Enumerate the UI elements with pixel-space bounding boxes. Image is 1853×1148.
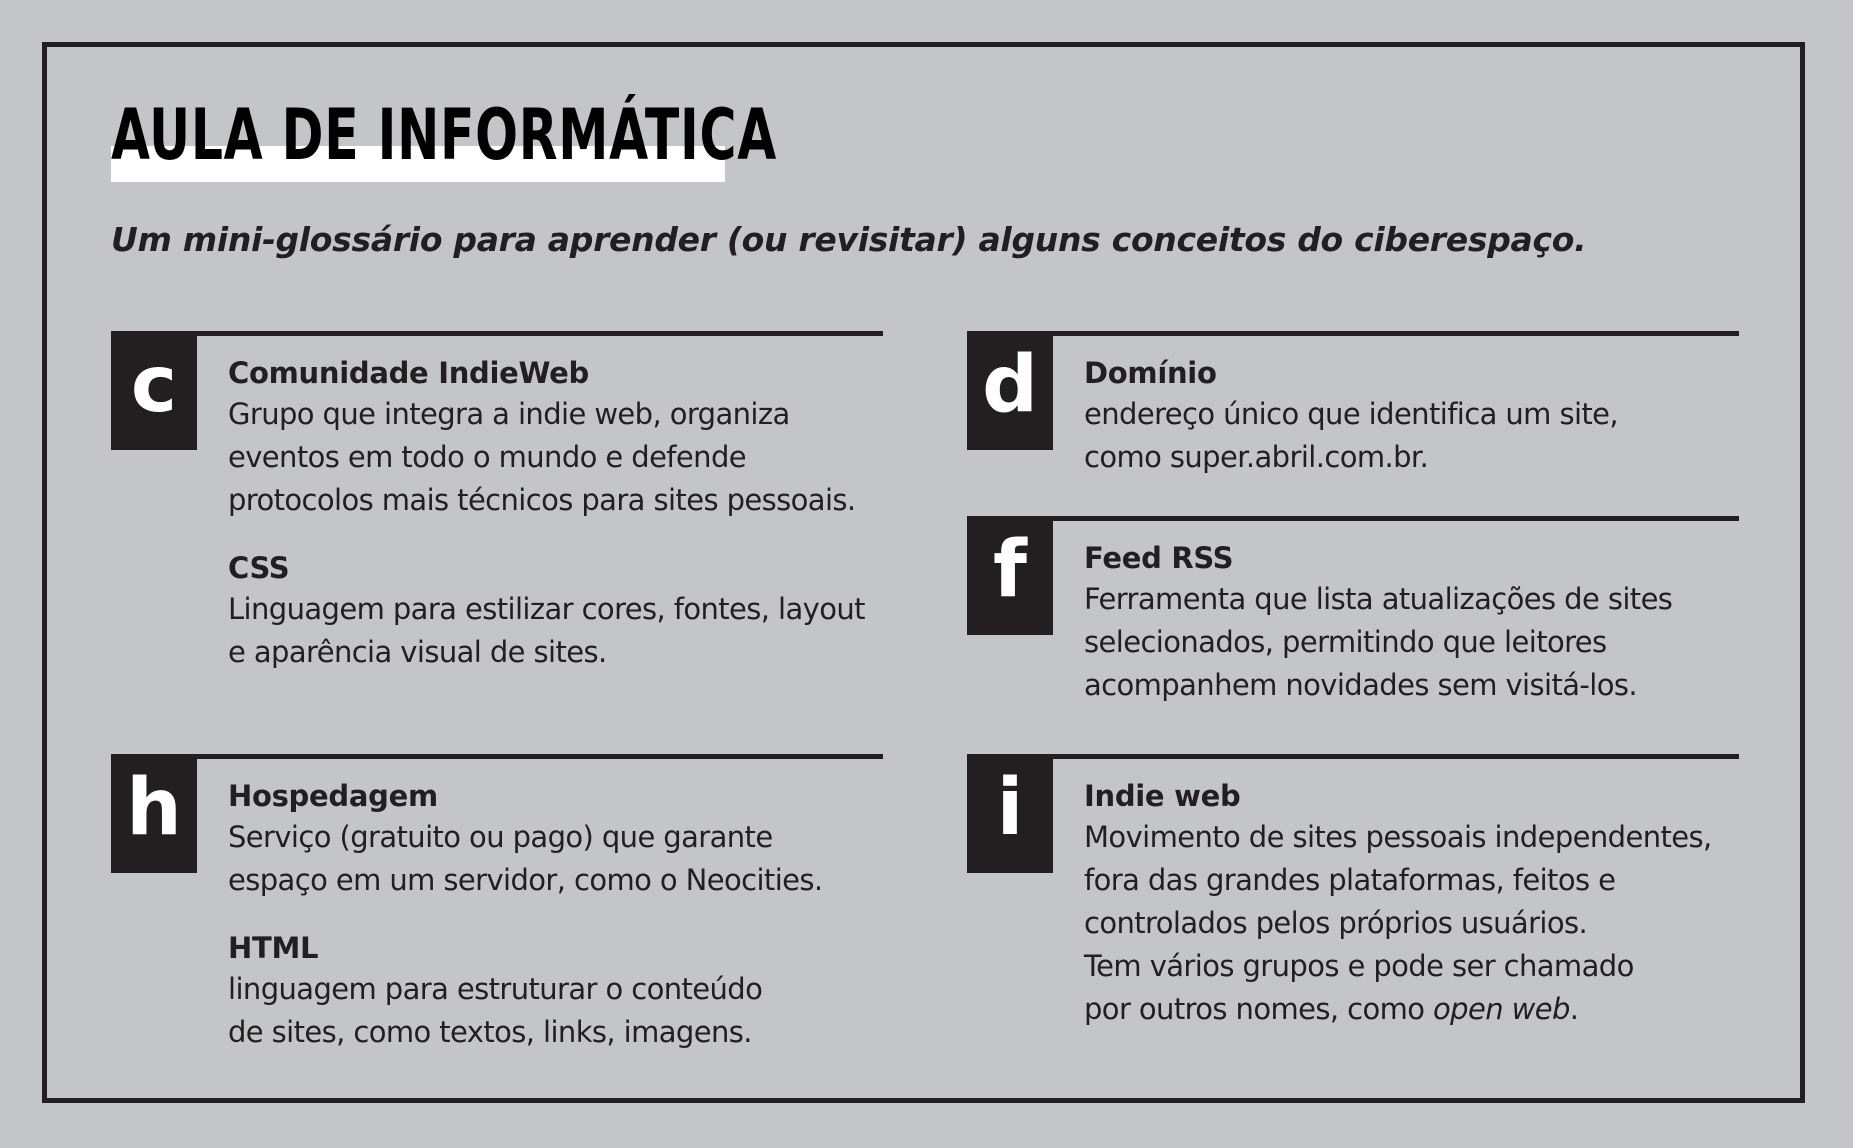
- section-rule: [967, 331, 1739, 336]
- entry-term: Indie web: [1084, 779, 1241, 813]
- section-entries: [1084, 538, 1734, 733]
- section-h: [111, 754, 883, 1074]
- definition-line: endereço único que identifica um site,: [1084, 397, 1619, 431]
- glossary-entry: [1084, 353, 1734, 479]
- entry-term: Feed RSS: [1084, 541, 1234, 575]
- definition-line: Movimento de sites pessoais independentes,: [1084, 820, 1712, 854]
- section-entries: [1084, 353, 1734, 505]
- entry-definition: [1084, 578, 1734, 707]
- section-letter: h: [111, 754, 197, 873]
- page-title: AULA DE INFORMÁTICA: [111, 94, 777, 176]
- definition-line: selecionados, permitindo que leitores: [1084, 625, 1607, 659]
- definition-line-last: [1084, 988, 1734, 1031]
- entry-term: Hospedagem: [228, 779, 438, 813]
- section-entries: [228, 353, 878, 700]
- entry-term: Domínio: [1084, 356, 1217, 390]
- section-letter: f: [967, 516, 1053, 635]
- entry-term: HTML: [228, 931, 319, 965]
- page-subtitle: Um mini-glossário para aprender (ou revisitar) alguns conceitos do ciberespaço.: [111, 220, 1587, 259]
- section-rule: [967, 516, 1739, 521]
- section-letter: i: [967, 754, 1053, 873]
- definition-line: e aparência visual de sites.: [228, 635, 607, 669]
- section-letter: d: [967, 331, 1053, 450]
- glossary-entry: [228, 548, 878, 674]
- definition-line: fora das grandes plataformas, feitos e: [1084, 863, 1616, 897]
- entry-definition: [228, 816, 878, 902]
- definition-emphasis: open web: [1433, 992, 1570, 1026]
- glossary-entry: [1084, 776, 1734, 1031]
- section-letter: c: [111, 331, 197, 450]
- definition-line: Serviço (gratuito ou pago) que garante: [228, 820, 773, 854]
- section-rule: [967, 754, 1739, 759]
- section-c: [111, 331, 883, 691]
- entry-definition: [228, 393, 878, 522]
- definition-line: acompanhem novidades sem visitá-los.: [1084, 668, 1637, 702]
- entry-definition: [228, 968, 878, 1054]
- definition-line: Grupo que integra a indie web, organiza: [228, 397, 790, 431]
- section-i: [967, 754, 1739, 1054]
- title-block: [111, 96, 1036, 182]
- definition-line: Ferramenta que lista atualizações de sites: [1084, 582, 1673, 616]
- section-d: [967, 331, 1739, 491]
- glossary-entry: [228, 776, 878, 902]
- definition-line: como super.abril.com.br.: [1084, 440, 1429, 474]
- entry-definition: [1084, 816, 1734, 1031]
- entry-term: Comunidade IndieWeb: [228, 356, 589, 390]
- section-f: [967, 516, 1739, 716]
- definition-line: linguagem para estruturar o conteúdo: [228, 972, 763, 1006]
- section-entries: [1084, 776, 1734, 1057]
- definition-line: controlados pelos próprios usuários.: [1084, 906, 1588, 940]
- definition-text: .: [1569, 992, 1579, 1026]
- section-entries: [228, 776, 878, 1080]
- definition-line: Linguagem para estilizar cores, fontes, layout: [228, 592, 865, 626]
- entry-term: CSS: [228, 551, 290, 585]
- glossary-entry: [228, 928, 878, 1054]
- definition-line: eventos em todo o mundo e defende: [228, 440, 746, 474]
- glossary-entry: [228, 353, 878, 522]
- definition-line: Tem vários grupos e pode ser chamado: [1084, 949, 1634, 983]
- glossary-entry: [1084, 538, 1734, 707]
- definition-line: protocolos mais técnicos para sites pessoais.: [228, 483, 856, 517]
- section-rule: [111, 754, 883, 759]
- definition-line: de sites, como textos, links, imagens.: [228, 1015, 752, 1049]
- definition-text: por outros nomes, como: [1084, 992, 1433, 1026]
- entry-definition: [228, 588, 878, 674]
- entry-definition: [1084, 393, 1734, 479]
- section-rule: [111, 331, 883, 336]
- definition-line: espaço em um servidor, como o Neocities.: [228, 863, 823, 897]
